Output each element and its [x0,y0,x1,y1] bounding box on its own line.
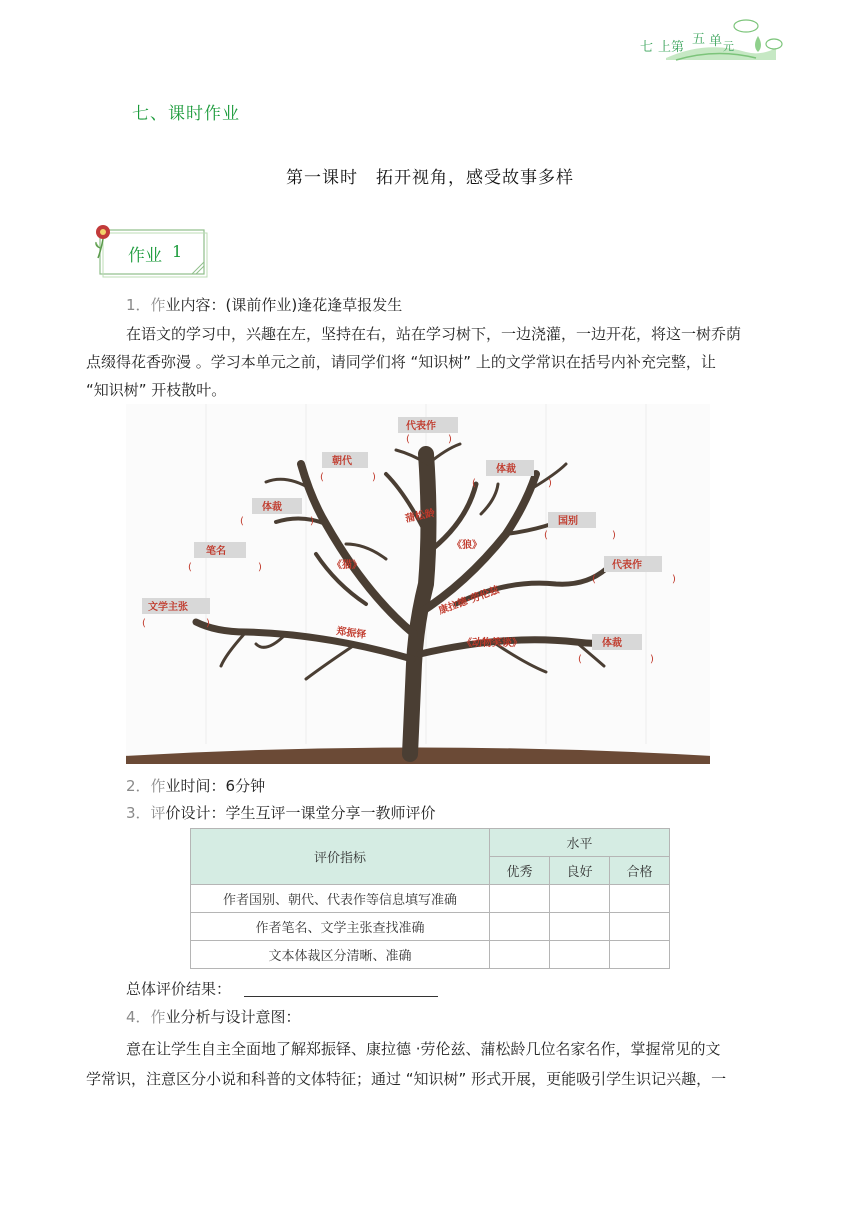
paren-close: ) [206,618,210,629]
item-text: 业内容：(课前作业)逢花逢草报发生 [165,296,403,314]
intro-line: 在语文的学习中，兴趣在左，坚持在右，站在学习树下，一边浇灌，一边开花，将这一树乔荫 [126,325,742,343]
branch-text: 康拉德·劳伦兹 [437,584,501,617]
paren-close: ) [548,478,552,489]
intro-line: “知识树” 开枝散叶。 [86,381,227,399]
table-row [191,941,670,969]
item-3 [126,799,436,827]
item-text: 业分析与设计意图： [165,1008,301,1026]
overall-result-label: 总体评价结果： [126,980,232,998]
homework-badge [94,222,212,278]
overall-result-blank[interactable] [244,996,438,997]
knowledge-tree [126,404,710,764]
level-good: 良好 [550,857,610,885]
paren-open: ( [544,530,548,541]
level-header: 水平 [490,829,670,857]
item-number: 3．评 [126,804,166,822]
badge-char: 五 [692,32,706,47]
tree-label: 体裁 [602,638,622,649]
item-text: 业时间：6分钟 [165,777,266,795]
paren-close: ) [372,472,376,483]
homework-number: 1 [172,242,183,261]
score-cell[interactable] [550,885,610,913]
intro-line: 点缀得花香弥漫 。学习本单元之前，请同学们将 “知识树” 上的文学常识在括号内补充完整，让 [86,353,716,371]
indicator-header: 评价指标 [191,829,490,885]
badge-char: 上第 [658,40,685,55]
paren-open: ( [472,478,476,489]
paren-close: ) [448,434,452,445]
badge-char: 元 [723,40,734,53]
branch-text: 《猫》 [332,560,362,571]
item-1 [126,291,402,319]
tree-label: 文学主张 [148,602,188,613]
analysis-line: 学常识，注意区分小说和科普的文体特征；通过 “知识树” 形式开展，更能吸引学生识记兴趣，一 [86,1070,727,1088]
badge-char: 七 [640,40,654,55]
badge-char: 单 [709,34,723,49]
tree-label: 笔名 [206,546,226,557]
paren-open: ( [320,472,324,483]
level-excellent: 优秀 [490,857,550,885]
tree-label: 国别 [558,516,578,527]
tree-label: 体裁 [262,502,282,513]
tree-label: 代表作 [612,560,642,571]
item-number: 1．作 [126,296,166,314]
table-row [191,913,670,941]
score-cell[interactable] [610,941,670,969]
lesson-title: 第一课时 拓开视角，感受故事多样 [286,168,574,188]
paren-open: ( [578,654,582,665]
score-cell[interactable] [610,913,670,941]
tree-illustration [126,404,710,764]
paren-close: ) [612,530,616,541]
indicator-cell: 文本体裁区分清晰、准确 [191,941,490,969]
item-number: 2．作 [126,777,166,795]
table-row [191,885,670,913]
paren-open: ( [142,618,146,629]
paren-close: ) [258,562,262,573]
score-cell[interactable] [550,913,610,941]
section-title: 七、课时作业 [132,104,240,124]
paren-close: ) [672,574,676,585]
analysis-line: 意在让学生自主全面地了解郑振铎、康拉德 ·劳伦兹、蒲松龄几位名家名作，掌握常见的文 [126,1040,721,1058]
branch-text: 《狼》 [452,540,482,551]
item-4 [126,1003,301,1031]
paren-open: ( [240,516,244,527]
paren-open: ( [406,434,410,445]
score-cell[interactable] [490,941,550,969]
evaluation-table [190,828,670,969]
paren-open: ( [188,562,192,573]
paren-close: ) [310,516,314,527]
unit-badge [636,18,786,64]
indicator-cell: 作者笔名、文学主张查找准确 [191,913,490,941]
tree-label: 代表作 [406,421,436,432]
item-text: 价设计：学生互评一课堂分享一教师评价 [165,804,436,822]
paren-close: ) [650,654,654,665]
score-cell[interactable] [610,885,670,913]
branch-text: 蒲松龄 [404,507,436,525]
indicator-cell: 作者国别、朝代、代表作等信息填写准确 [191,885,490,913]
item-number: 4．作 [126,1008,166,1026]
branch-text: 《动物笑谈》 [462,638,522,649]
homework-label: 作业 [128,246,162,266]
level-pass: 合格 [610,857,670,885]
score-cell[interactable] [490,885,550,913]
paren-open: ( [592,574,596,585]
score-cell[interactable] [550,941,610,969]
tree-label: 朝代 [332,456,352,467]
tree-label: 体裁 [496,464,516,475]
item-2 [126,772,265,800]
score-cell[interactable] [490,913,550,941]
branch-text: 郑振铎 [335,626,367,642]
